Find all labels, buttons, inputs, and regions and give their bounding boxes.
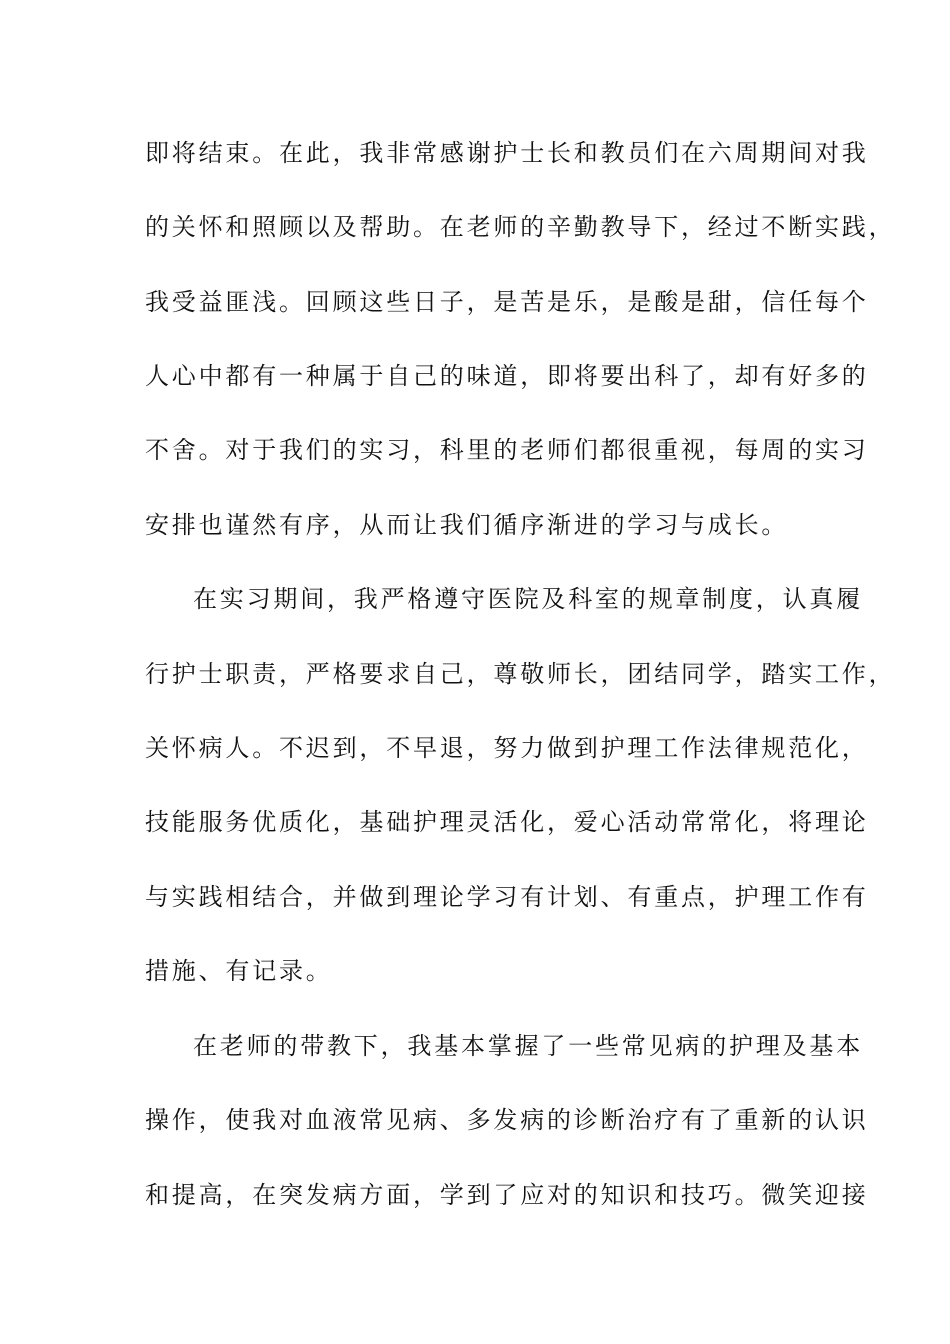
text-line: 的关怀和照顾以及帮助。在老师的辛勤教导下，经过不断实践，	[145, 213, 896, 241]
text-line: 不舍。对于我们的实习，科里的老师们都很重视，每周的实习	[145, 436, 869, 464]
paragraph-first-line: 在老师的带教下，我基本掌握了一些常见病的护理及基本	[193, 1032, 863, 1060]
text-line: 操作，使我对血液常见病、多发病的诊断治疗有了重新的认识	[145, 1106, 869, 1134]
paragraph-first-line: 在实习期间，我严格遵守医院及科室的规章制度，认真履	[193, 585, 863, 613]
text-line: 和提高，在突发病方面，学到了应对的知识和技巧。微笑迎接	[145, 1181, 869, 1209]
text-line: 关怀病人。不迟到，不早退，努力做到护理工作法律规范化，	[145, 734, 869, 762]
text-line: 措施、有记录。	[145, 957, 333, 985]
text-line: 即将结束。在此，我非常感谢护士长和教员们在六周期间对我	[145, 139, 869, 167]
text-line: 我受益匪浅。回顾这些日子，是苦是乐，是酸是甜，信任每个	[145, 288, 869, 316]
text-line: 与实践相结合，并做到理论学习有计划、有重点，护理工作有	[145, 883, 869, 911]
text-line: 人心中都有一种属于自己的味道，即将要出科了，却有好多的	[145, 362, 869, 390]
text-line: 安排也谨然有序，从而让我们循序渐进的学习与成长。	[145, 511, 789, 539]
text-line: 行护士职责，严格要求自己，尊敬师长，团结同学，踏实工作，	[145, 660, 896, 688]
text-line: 技能服务优质化，基础护理灵活化，爱心活动常常化，将理论	[145, 808, 869, 836]
